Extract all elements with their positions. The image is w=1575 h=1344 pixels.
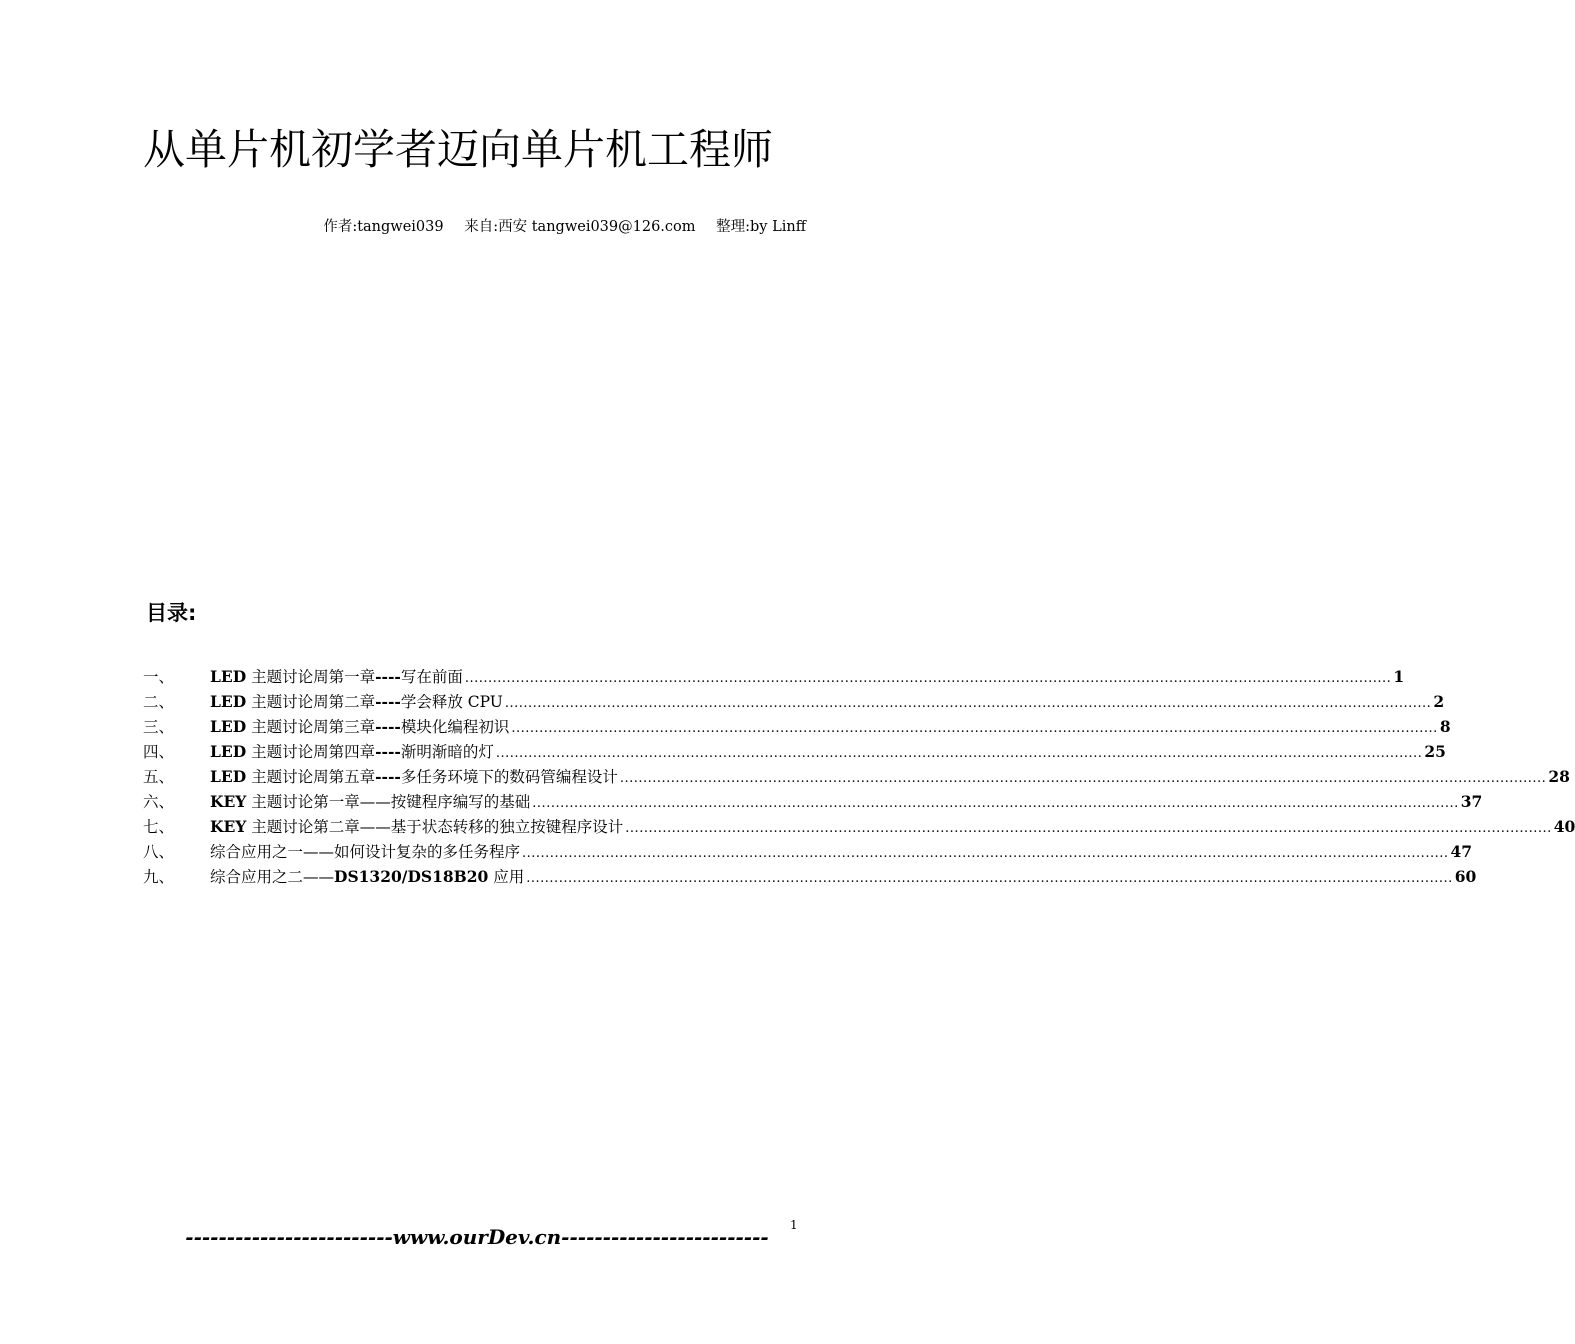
toc-entry-number: 二、 bbox=[143, 693, 175, 711]
toc-entry[interactable] bbox=[143, 664, 1405, 689]
toc-entry[interactable] bbox=[143, 839, 1473, 864]
toc-entry-suffix: 学会释放 CPU bbox=[400, 693, 503, 711]
toc-entry-prefix: LED bbox=[210, 767, 247, 786]
toc-entry-prefix: LED bbox=[210, 717, 247, 736]
toc-entry-separator: ---- bbox=[375, 767, 401, 786]
toc-entry-number: 六、 bbox=[143, 793, 175, 811]
toc-entry-page: 2 bbox=[1433, 692, 1445, 711]
toc-entry[interactable] bbox=[143, 789, 1483, 814]
page-number: 1 bbox=[790, 1218, 798, 1232]
toc-entry-text: 主题讨论第二章——基于状态转移的独立按键程序设计 bbox=[246, 818, 624, 836]
toc-entry-separator: DS1320/DS18B20 bbox=[334, 867, 489, 886]
byline bbox=[307, 217, 806, 237]
toc-entry-text: 主题讨论周第五章 bbox=[246, 768, 376, 786]
toc-entry-page: 25 bbox=[1424, 742, 1446, 761]
toc-entry-separator: ---- bbox=[375, 667, 401, 686]
toc-leader-dots: ........................................................................................................................................................................................................ bbox=[511, 721, 1438, 736]
document-title: 从单片机初学者迈向单片机工程师 bbox=[143, 125, 774, 174]
toc-entry-separator: ---- bbox=[375, 717, 401, 736]
toc-entry-title bbox=[210, 739, 494, 765]
toc-entry-title bbox=[210, 814, 623, 840]
toc-entry-page: 37 bbox=[1460, 792, 1483, 811]
toc-entry[interactable] bbox=[143, 764, 1570, 789]
byline-author: 作者:tangwei039 bbox=[323, 219, 444, 235]
byline-editor: 整理:by Linff bbox=[716, 219, 806, 235]
toc-entry[interactable] bbox=[143, 689, 1445, 714]
toc-entry-text: 主题讨论周第二章 bbox=[246, 693, 376, 711]
toc-entry-prefix: LED bbox=[210, 667, 247, 686]
toc-entry-title bbox=[210, 789, 530, 815]
toc-leader-dots: ........................................................................................................................................................................................................ bbox=[522, 846, 1449, 861]
toc-entry-number: 一、 bbox=[143, 668, 175, 686]
toc-leader-dots: ........................................................................................................................................................................................................ bbox=[532, 796, 1459, 811]
toc-entry-page: 47 bbox=[1450, 842, 1473, 861]
toc-leader-dots: ........................................................................................................................................................................................................ bbox=[526, 871, 1453, 886]
toc-entry-page: 40 bbox=[1553, 817, 1575, 836]
toc-entry-number: 四、 bbox=[143, 743, 175, 761]
toc-entry-page: 28 bbox=[1548, 767, 1570, 786]
toc-entry-title bbox=[210, 714, 509, 740]
toc-leader-dots: ........................................................................................................................................................................................................ bbox=[504, 696, 1432, 711]
toc-entry-page: 8 bbox=[1439, 717, 1451, 736]
toc-entry-number: 七、 bbox=[143, 818, 175, 836]
toc-leader-dots: ........................................................................................................................................................................................................ bbox=[619, 771, 1547, 786]
toc-entry-suffix: 模块化编程初识 bbox=[400, 718, 510, 736]
toc-entry-title bbox=[210, 864, 524, 890]
toc-entry-suffix: 应用 bbox=[488, 868, 525, 886]
byline-source: 来自:西安 tangwei039@126.com bbox=[464, 219, 696, 235]
toc-entry-separator: ---- bbox=[375, 742, 401, 761]
toc-entry[interactable] bbox=[143, 864, 1477, 889]
toc-entry-title bbox=[210, 839, 520, 865]
toc-entry-title bbox=[210, 664, 463, 690]
toc-entry-prefix: LED bbox=[210, 692, 247, 711]
toc-entry-text: 综合应用之二—— bbox=[210, 868, 335, 886]
toc-leader-dots: ........................................................................................................................................................................................................ bbox=[464, 671, 1392, 686]
toc-entry-text: 主题讨论周第四章 bbox=[246, 743, 376, 761]
toc-leader-dots: ........................................................................................................................................................................................................ bbox=[495, 746, 1423, 761]
toc-entry[interactable] bbox=[143, 739, 1446, 764]
toc-entry-suffix: 写在前面 bbox=[400, 668, 463, 686]
toc-entry-text: 主题讨论第一章——按键程序编写的基础 bbox=[246, 793, 531, 811]
toc-heading: 目录: bbox=[146, 601, 197, 625]
toc-entry-text: 综合应用之一——如何设计复杂的多任务程序 bbox=[210, 843, 521, 861]
toc-entry-suffix: 多任务环境下的数码管编程设计 bbox=[400, 768, 618, 786]
toc-entry-separator: ---- bbox=[375, 692, 401, 711]
toc-entry-prefix: KEY bbox=[210, 792, 247, 811]
toc-entry-prefix: KEY bbox=[210, 817, 247, 836]
toc-entry-number: 三、 bbox=[143, 718, 175, 736]
table-of-contents bbox=[143, 664, 1575, 889]
toc-entry-number: 八、 bbox=[143, 843, 175, 861]
toc-entry-page: 1 bbox=[1393, 667, 1405, 686]
toc-entry-text: 主题讨论周第三章 bbox=[246, 718, 376, 736]
toc-leader-dots: ........................................................................................................................................................................................................ bbox=[625, 821, 1552, 836]
toc-entry-text: 主题讨论周第一章 bbox=[246, 668, 376, 686]
toc-entry-number: 五、 bbox=[143, 768, 175, 786]
toc-entry-prefix: LED bbox=[210, 742, 247, 761]
toc-entry-page: 60 bbox=[1454, 867, 1477, 886]
toc-entry-title bbox=[210, 764, 618, 790]
toc-entry-suffix: 渐明渐暗的灯 bbox=[400, 743, 494, 761]
toc-entry[interactable] bbox=[143, 814, 1575, 839]
toc-entry-number: 九、 bbox=[143, 868, 175, 886]
toc-entry[interactable] bbox=[143, 714, 1451, 739]
page-footer: -------------------------www.ourDev.cn------------------------- bbox=[185, 1225, 769, 1249]
toc-entry-title bbox=[210, 689, 503, 715]
